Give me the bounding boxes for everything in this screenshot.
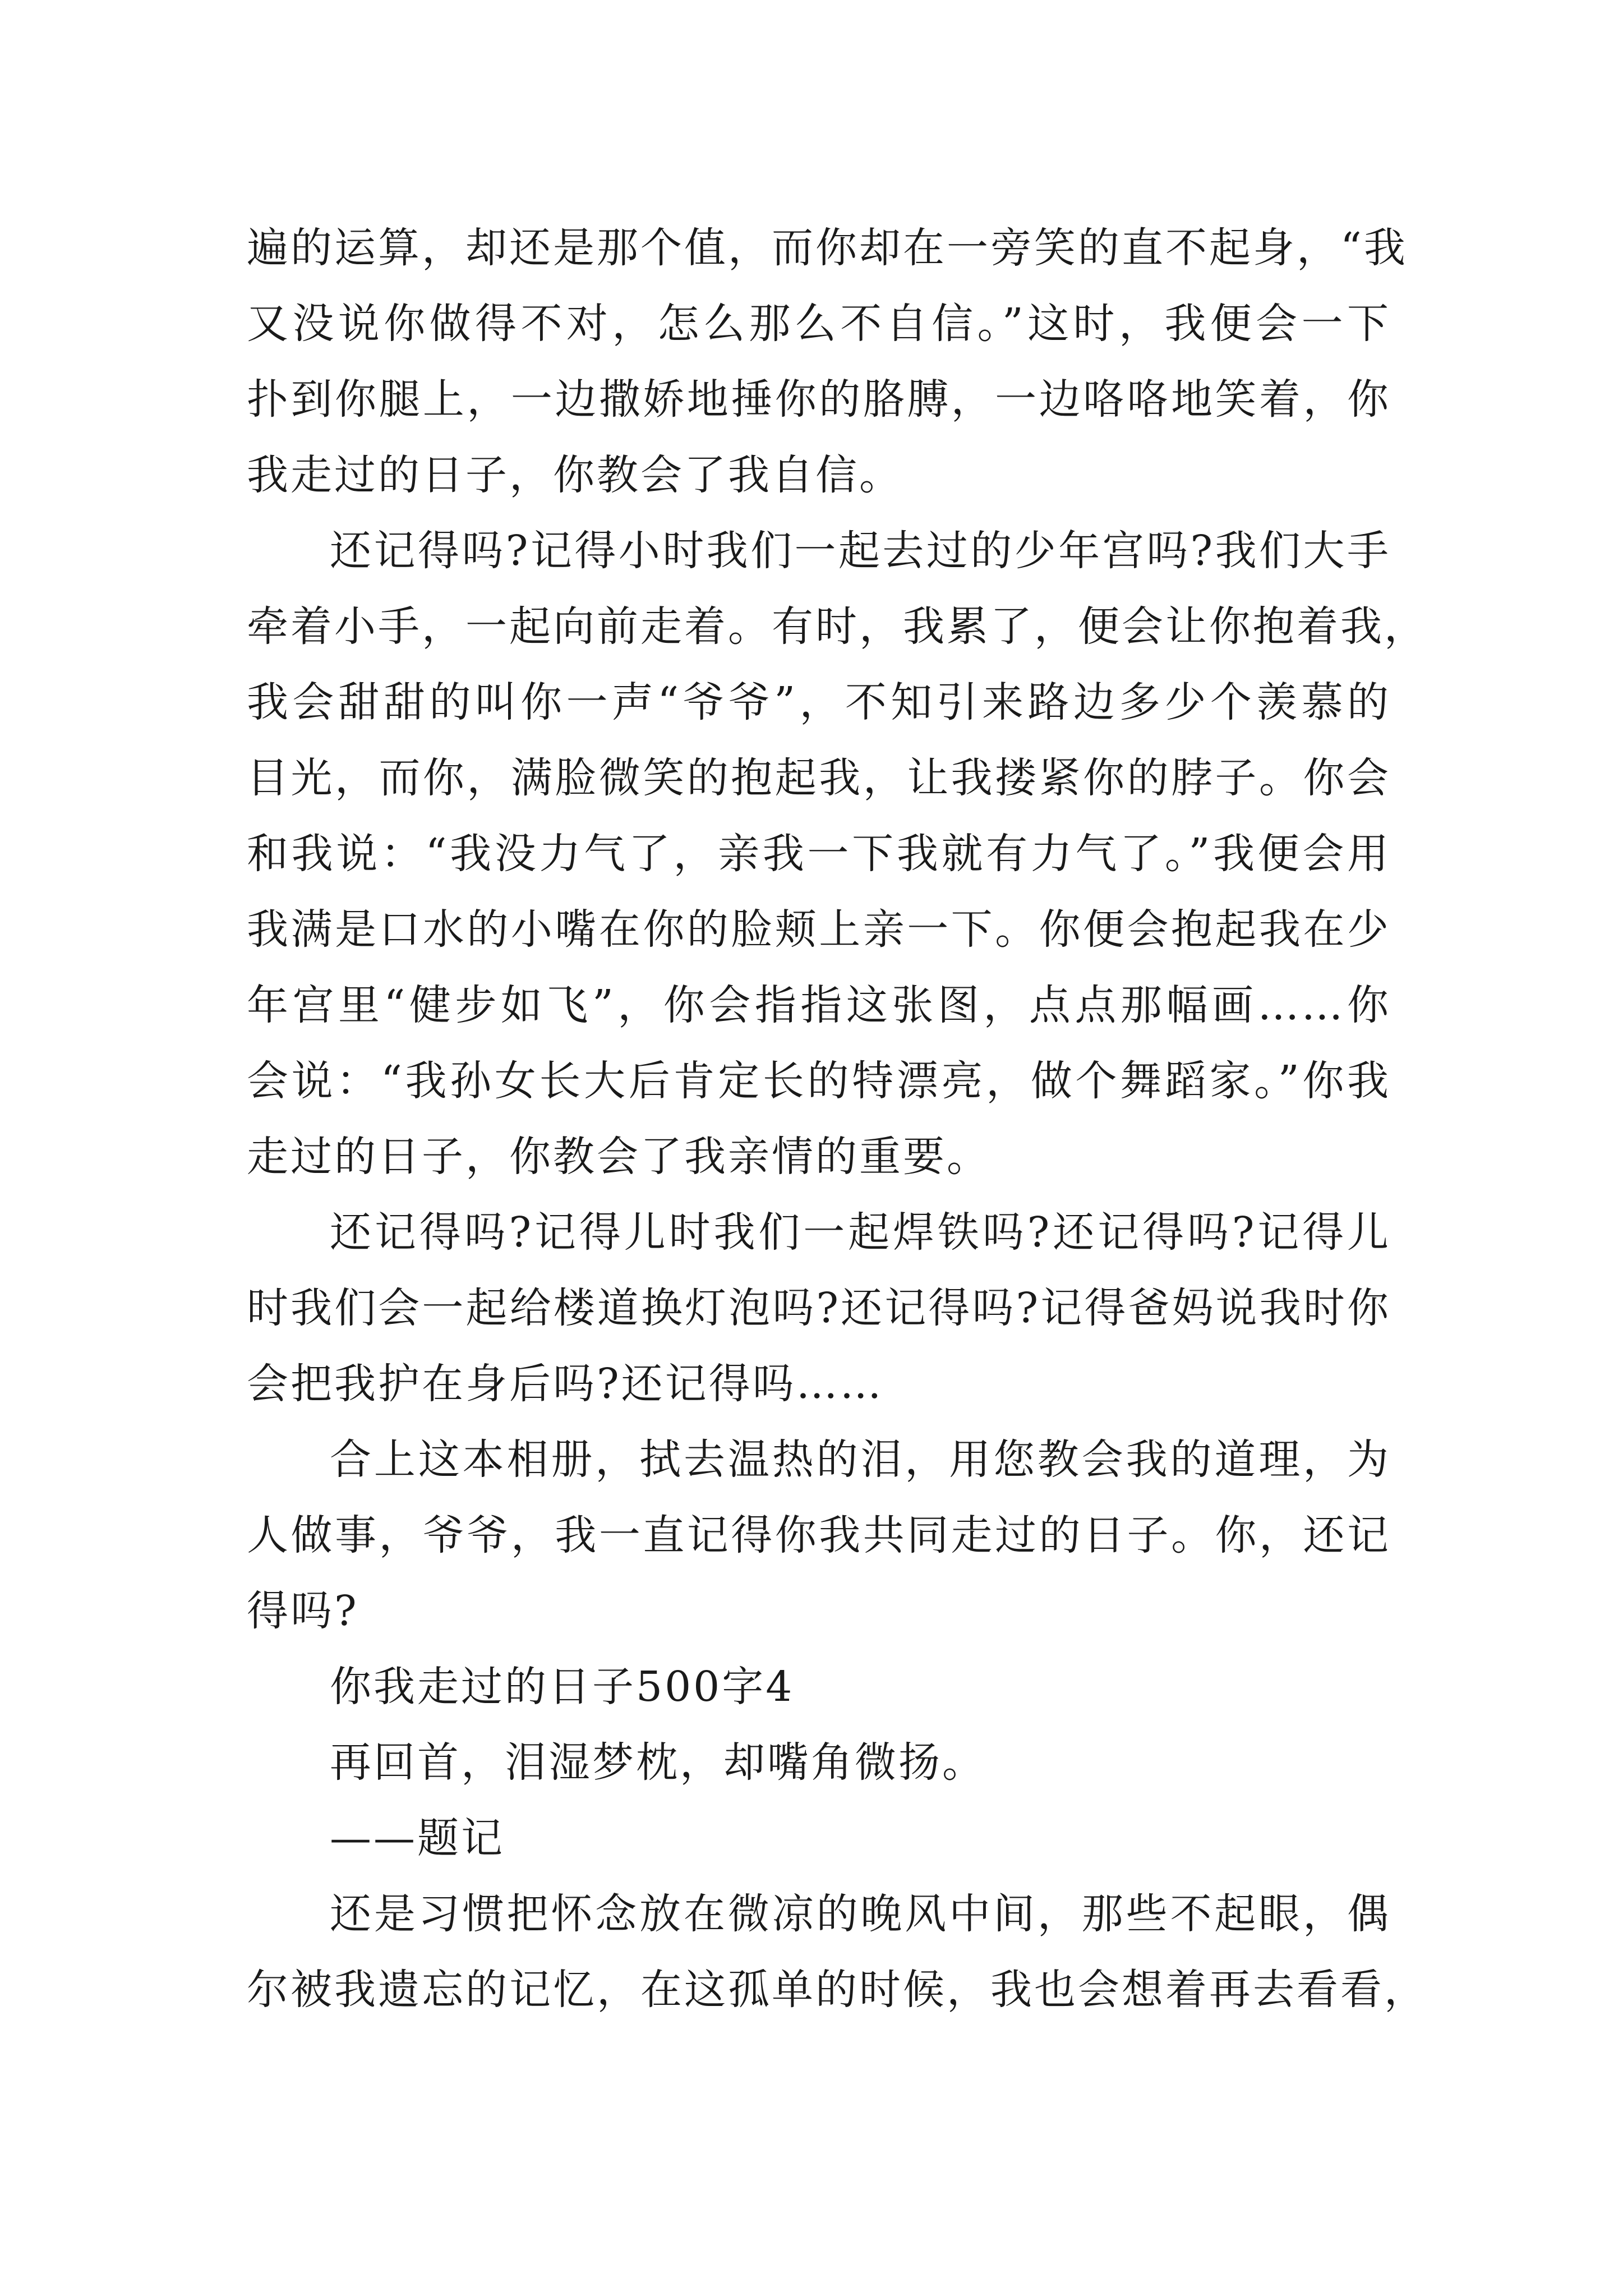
text-line: 年宫里“健步如飞”，你会指指这张图，点点那幅画……你 (247, 981, 1391, 1029)
epigraph-attribution: ——题记 (330, 1814, 505, 1862)
text-line: 和我说：“我没力气了，亲我一下我就有力气了。”我便会用 (247, 830, 1391, 878)
text-line: 又没说你做得不对，怎么那么不自信。”这时，我便会一下 (247, 300, 1391, 348)
text-line: 走过的日子，你教会了我亲情的重要。 (247, 1133, 990, 1181)
text-line: 人做事，爷爷，我一直记得你我共同走过的日子。你，还记 (247, 1511, 1391, 1559)
text-line: 合上这本相册，拭去温热的泪，用您教会我的道理，为 (330, 1435, 1391, 1484)
text-line: 还记得吗?记得小时我们一起去过的少年宫吗?我们大手 (330, 527, 1391, 575)
text-line: 会说：“我孙女长大后肯定长的特漂亮，做个舞蹈家。”你我 (247, 1057, 1391, 1105)
text-line: 我走过的日子，你教会了我自信。 (247, 451, 903, 499)
text-line: 目光，而你，满脸微笑的抱起我，让我搂紧你的脖子。你会 (247, 754, 1391, 802)
epigraph-line: 再回首，泪湿梦枕，却嘴角微扬。 (330, 1738, 986, 1787)
text-line: 牵着小手，一起向前走着。有时，我累了，便会让你抱着我， (247, 602, 1428, 651)
text-line: 会把我护在身后吗?还记得吗…… (247, 1360, 884, 1408)
text-line: 我会甜甜的叫你一声“爷爷”，不知引来路边多少个羡慕的 (247, 678, 1391, 726)
text-line: 还是习惯把怀念放在微凉的晚风中间，那些不起眼，偶 (330, 1890, 1391, 1938)
text-line: 还记得吗?记得儿时我们一起焊铁吗?还记得吗?记得儿 (330, 1208, 1391, 1257)
text-line: 得吗? (247, 1587, 359, 1635)
section-heading: 你我走过的日子500字4 (330, 1663, 795, 1711)
text-line: 尔被我遗忘的记忆，在这孤单的时候，我也会想着再去看看， (247, 1966, 1428, 2014)
essay-body (247, 210, 1428, 2028)
text-line: 时我们会一起给楼道换灯泡吗?还记得吗?记得爸妈说我时你 (247, 1284, 1391, 1332)
text-line: 扑到你腿上，一边撒娇地捶你的胳膊，一边咯咯地笑着，你 (247, 375, 1391, 424)
text-line: 我满是口水的小嘴在你的脸颊上亲一下。你便会抱起我在少 (247, 905, 1391, 954)
text-line: 遍的运算，却还是那个值，而你却在一旁笑的直不起身，“我 (247, 224, 1408, 272)
